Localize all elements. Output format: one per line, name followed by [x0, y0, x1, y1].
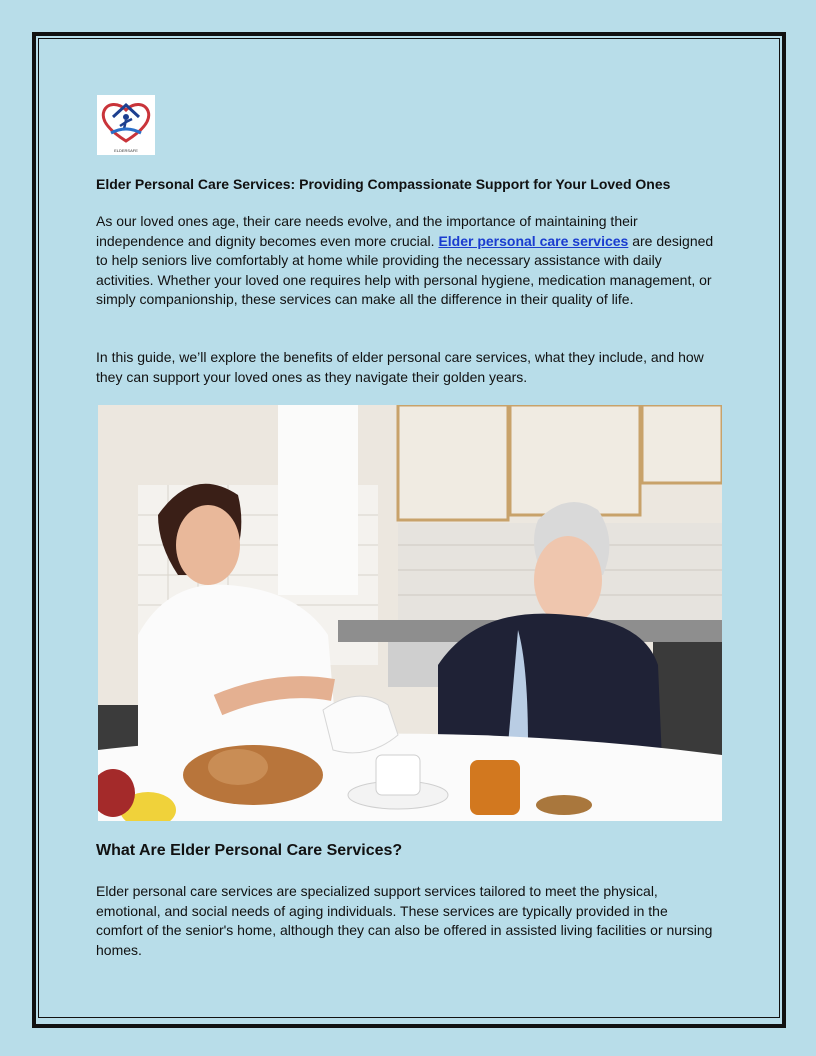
intro-text-end: are designed to help seniors live comfortably at home while providing the necessary assistance with daily activities. Whether your loved one requires help with personal hygiene, medication management, or simply companionship, these services can make all the difference in their quality of life.	[96, 232, 714, 308]
section-paragraph: Elder personal care services are specialized support services tailored to meet the physical, emotional, and social needs of aging individuals. These services are typically provided in the comfort of the senior's home, although they can also be offered in assisted living facilities or nursing homes.	[96, 883, 713, 958]
elder-care-link[interactable]: Elder personal care services	[438, 232, 629, 249]
guide-paragraph: In this guide, we’ll explore the benefits of elder personal care services, what they include, and how they can support your loved ones as they navigate their golden years.	[96, 349, 704, 385]
document-title: Elder Personal Care Services: Providing Compassionate Support for Your Loved Ones	[96, 176, 671, 192]
section-heading: What Are Elder Personal Care Services?	[96, 842, 403, 859]
logo-caption: ELDERSAFE	[114, 148, 138, 153]
company-logo	[97, 95, 155, 155]
intro-paragraph	[96, 212, 716, 310]
caregiver-photo	[98, 405, 722, 821]
heart-house-icon	[97, 95, 155, 147]
intro-text-start: As our loved ones age, their care needs evolve, and the importance of maintaining their independence and dignity becomes even more crucial.	[96, 213, 638, 249]
